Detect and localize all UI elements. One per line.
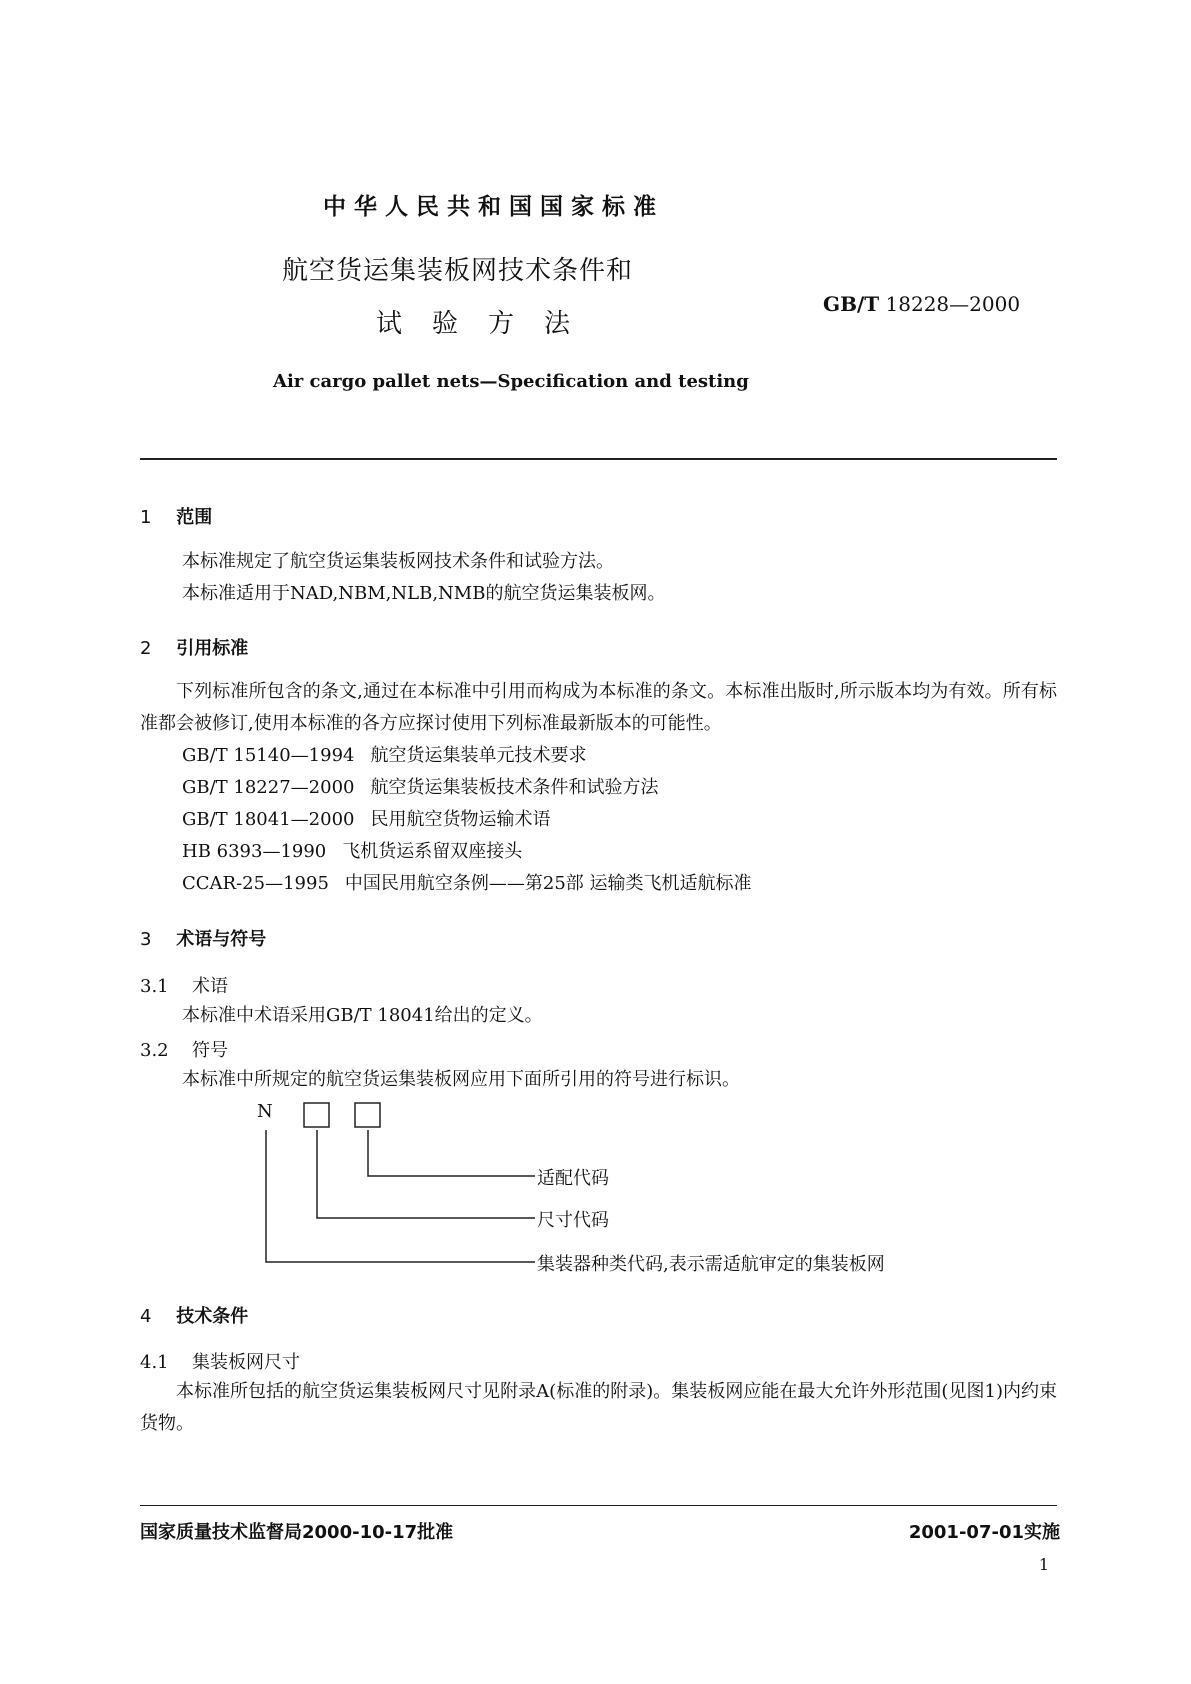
- subsection-3-2-heading: [140, 1036, 228, 1062]
- standard-prefix: GB/T: [823, 292, 880, 316]
- fit-code-label: 适配代码: [537, 1168, 609, 1189]
- section-4-title: 技术条件: [176, 1306, 249, 1327]
- reference-code: GB/T 15140—1994: [182, 745, 355, 766]
- reference-item: [182, 772, 658, 804]
- approval-line: 国家质量技术监督局2000-10-17批准: [140, 1522, 454, 1543]
- section-2-intro: 下列标准所包含的条文,通过在本标准中引用而构成为本标准的条文。本标准出版时,所示版本均为有效。所有标准都会被修订,使用本标准的各方应探讨使用下列标准最新版本的可能性。: [140, 681, 1057, 734]
- symbol-diagram: [255, 1100, 975, 1275]
- reference-code: HB 6393—1990: [182, 841, 327, 862]
- implementation-date: 2001-07-01实施: [908, 1522, 1060, 1543]
- title-line-2: 试验方法: [376, 309, 601, 339]
- section-1-line-2: 本标准适用于NAD,NBM,NLB,NMB的航空货运集装板网。: [182, 583, 666, 604]
- section-4-number: 4: [140, 1306, 152, 1327]
- header-divider: [140, 458, 1057, 460]
- size-code-label: 尺寸代码: [537, 1210, 609, 1231]
- section-4-heading: [140, 1302, 248, 1328]
- section-3-number: 3: [140, 929, 152, 950]
- subsection-3-2-text: 本标准中所规定的航空货运集装板网应用下面所引用的符号进行标识。: [182, 1069, 740, 1090]
- subsection-3-1-number: 3.1: [140, 976, 169, 997]
- subsection-4-1-heading: [140, 1348, 300, 1374]
- english-title: Air cargo pallet nets—Specification and testing: [273, 371, 749, 392]
- reference-title: 中国民用航空条例——第25部 运输类飞机适航标准: [344, 873, 752, 894]
- national-standard-heading: 中华人民共和国国家标准: [323, 194, 664, 220]
- symbol-diagram-lines: [255, 1100, 975, 1270]
- reference-title: 民用航空货物运输术语: [370, 809, 551, 830]
- reference-title: 航空货运集装板技术条件和试验方法: [370, 777, 659, 798]
- subsection-3-2-number: 3.2: [140, 1040, 169, 1061]
- section-2-number: 2: [140, 638, 152, 659]
- section-3-title: 术语与符号: [176, 929, 267, 950]
- subsection-3-2-title: 符号: [192, 1040, 228, 1061]
- subsection-4-1-text: 本标准所包括的航空货运集装板网尺寸见附录A(标准的附录)。集装板网应能在最大允许外形范围(见图1)内约束货物。: [140, 1381, 1057, 1434]
- type-code-label: 集装器种类代码,表示需适航审定的集装板网: [537, 1254, 885, 1275]
- type-code-leader: [266, 1130, 535, 1262]
- title-line-1: 航空货运集装板网技术条件和: [282, 256, 634, 286]
- symbol-letter: N: [257, 1101, 273, 1122]
- section-2-title: 引用标准: [176, 638, 249, 659]
- reference-title: 飞机货运系留双座接头: [342, 841, 523, 862]
- standard-code: 18228—2000: [885, 292, 1021, 316]
- section-1-title: 范围: [176, 507, 213, 528]
- section-1-number: 1: [140, 507, 152, 528]
- reference-item: [182, 836, 522, 868]
- size-code-leader: [317, 1130, 535, 1218]
- subsection-4-1-number: 4.1: [140, 1352, 169, 1373]
- footer-divider: [140, 1505, 1057, 1506]
- size-code-box: [304, 1103, 329, 1127]
- section-1-line-1: 本标准规定了航空货运集装板网技术条件和试验方法。: [182, 551, 614, 572]
- fit-code-leader: [368, 1130, 535, 1176]
- page-number: 1: [1038, 1555, 1049, 1574]
- reference-title: 航空货运集装单元技术要求: [370, 745, 587, 766]
- reference-code: GB/T 18227—2000: [182, 777, 355, 798]
- subsection-3-1-heading: [140, 972, 228, 998]
- subsection-3-1-title: 术语: [192, 976, 228, 997]
- section-1-heading: [140, 503, 212, 529]
- reference-code: GB/T 18041—2000: [182, 809, 355, 830]
- subsection-3-1-text: 本标准中术语采用GB/T 18041给出的定义。: [182, 1005, 543, 1026]
- section-3-heading: [140, 925, 266, 951]
- subsection-4-1-title: 集装板网尺寸: [192, 1352, 300, 1373]
- reference-item: [182, 740, 586, 772]
- standard-number: [823, 292, 1020, 316]
- reference-item: [182, 868, 752, 900]
- reference-item: [182, 804, 550, 836]
- reference-code: CCAR-25—1995: [182, 873, 329, 894]
- fit-code-box: [355, 1103, 380, 1127]
- section-2-heading: [140, 634, 248, 660]
